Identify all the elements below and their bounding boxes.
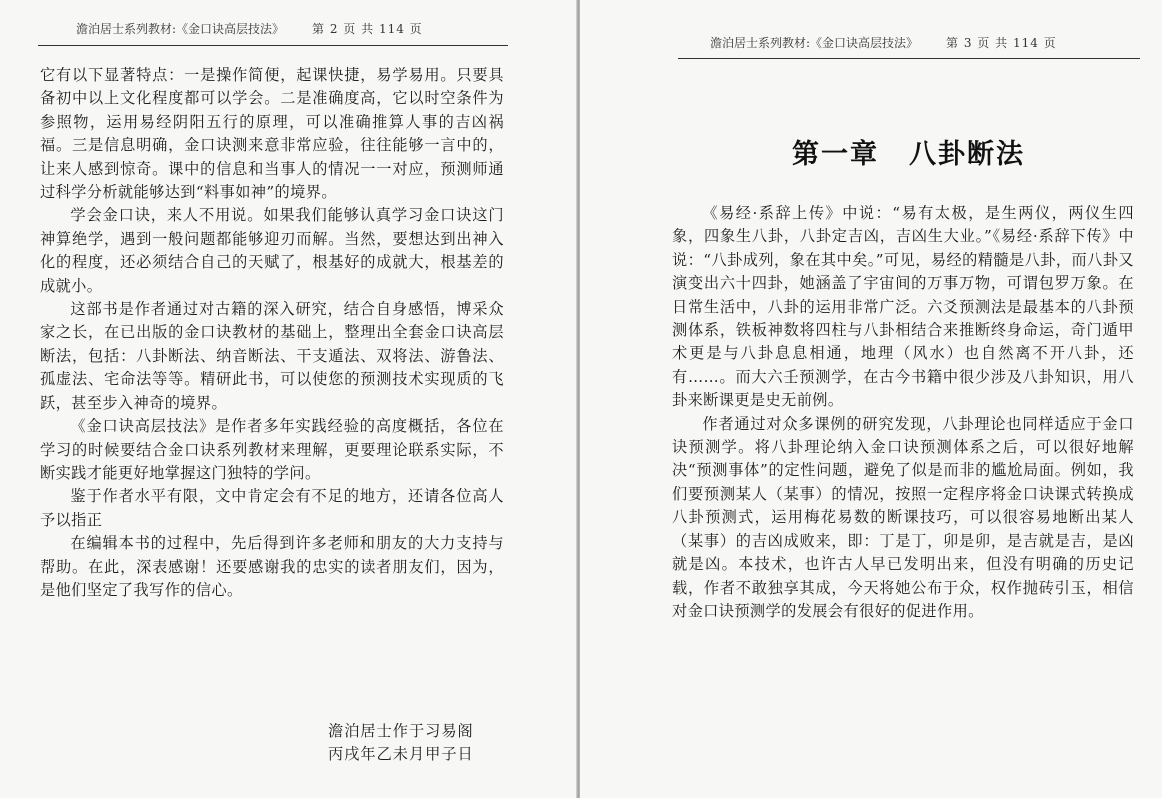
paragraph: 作者通过对众多课例的研究发现，八卦理论也同样适应于金口诀预测学。将八卦理论纳入金口诀预测体系之后，可以很好地解决“预测事体”的定性问题，避免了似是而非的尴尬局面。例如，我们要预测某人（某事）的情况，按照一定程序将金口诀课式转换成八卦预测式，运用梅花易数的断课技巧，可以很容易地断出某人（某事）的吉凶成败来，即：丁是丁，卯是卯，是吉就是吉，是凶就是凶。本技术，也许古人早已发明出来，但没有明确的历史记载，作者不敢独享其成，今天将她公布于众，权作抛砖引玉，相信对金口诀预测学的发展会有很好的促进作用。 [672,414,1134,620]
paragraph: 《金口诀高层技法》是作者多年实践经验的高度概括，各位在学习的时候要结合金口诀系列教材来理解，更要理论联系实际，不断实践才能更好地掌握这门独特的学问。 [40,417,504,482]
paragraph: 《易经·系辞上传》中说：“易有太极，是生两仪，两仪生四象，四象生八卦，八卦定吉凶，吉凶生大业。”《易经·系辞下传》中说：“八卦成列，象在其中矣。”可见，易经的精髓是八卦，而八卦又演变出六十四卦，她涵盖了宇宙间的万事万物，可谓包罗万象。在日常生活中，八卦的运用非常广泛。六爻预测法是最基本的八卦预测体系，铁板神数将四柱与八卦相结合来推断终身命运，奇门遁甲术更是与八卦息息相通，地理（风水）也自然离不开八卦，还有……。而大六壬预测学，在古今书籍中很少涉及八卦知识，用八卦来断课更是史无前例。 [672,204,1134,410]
header-rule [678,58,1140,59]
right-page [580,0,1162,798]
header-book-title: 澹泊居士系列教材:《金口诀高层技法》 [710,36,919,50]
signature-block [328,720,474,767]
header-page-number: 第 3 页 共 114 页 [946,36,1057,50]
right-page-body [672,202,1134,623]
left-page [0,0,578,798]
signature-date: 丙戌年乙未月甲子日 [328,745,474,764]
paragraph: 学会金口诀，来人不用说。如果我们能够认真学习金口诀这门神算绝学，遇到一般问题都能够迎刃而解。当然，要想达到出神入化的程度，还必须结合自己的天赋了，根基好的成就大，根基差的成就小。 [40,206,504,295]
paragraph: 在编辑本书的过程中，先后得到许多老师和朋友的大力支持与帮助。在此，深表感谢！还要感谢我的忠实的读者朋友们，因为，是他们坚定了我写作的信心。 [40,534,504,599]
left-page-body [40,64,504,602]
paragraph: 它有以下显著特点：一是操作简便，起课快捷，易学易用。只要具备初中以上文化程度都可以学会。二是准确度高，它以时空条件为参照物，运用易经阴阳五行的原理，可以准确推算人事的吉凶祸福。三是信息明确，金口诀测来意非常应验，往往能够一言中的，让来人感到惊奇。课中的信息和当事人的情况一一对应，预测师通过科学分析就能够达到“料事如神”的境界。 [40,66,504,202]
paragraph: 鉴于作者水平有限，文中肯定会有不足的地方，还请各位高人予以指正 [40,487,504,529]
left-page-header [76,20,423,37]
paragraph: 这部书是作者通过对古籍的深入研究，结合自身感悟，博采众家之长，在已出版的金口诀教材的基础上，整理出全套金口诀高层断法，包括：八卦断法、纳音断法、干支遁法、双将法、游鲁法、孤虚法、宅命法等等。精研此书，可以使您的预测技术实现质的飞跃，甚至步入神奇的境界。 [40,300,504,412]
signature-author: 澹泊居士作于习易阁 [328,722,474,740]
header-book-title: 澹泊居士系列教材:《金口诀高层技法》 [76,22,285,36]
chapter-number: 第一章 [792,139,879,170]
right-page-header [710,34,1057,51]
chapter-heading [792,132,1025,171]
header-page-number: 第 2 页 共 114 页 [312,22,423,36]
chapter-title: 八卦断法 [909,139,1025,170]
header-rule [38,45,508,46]
